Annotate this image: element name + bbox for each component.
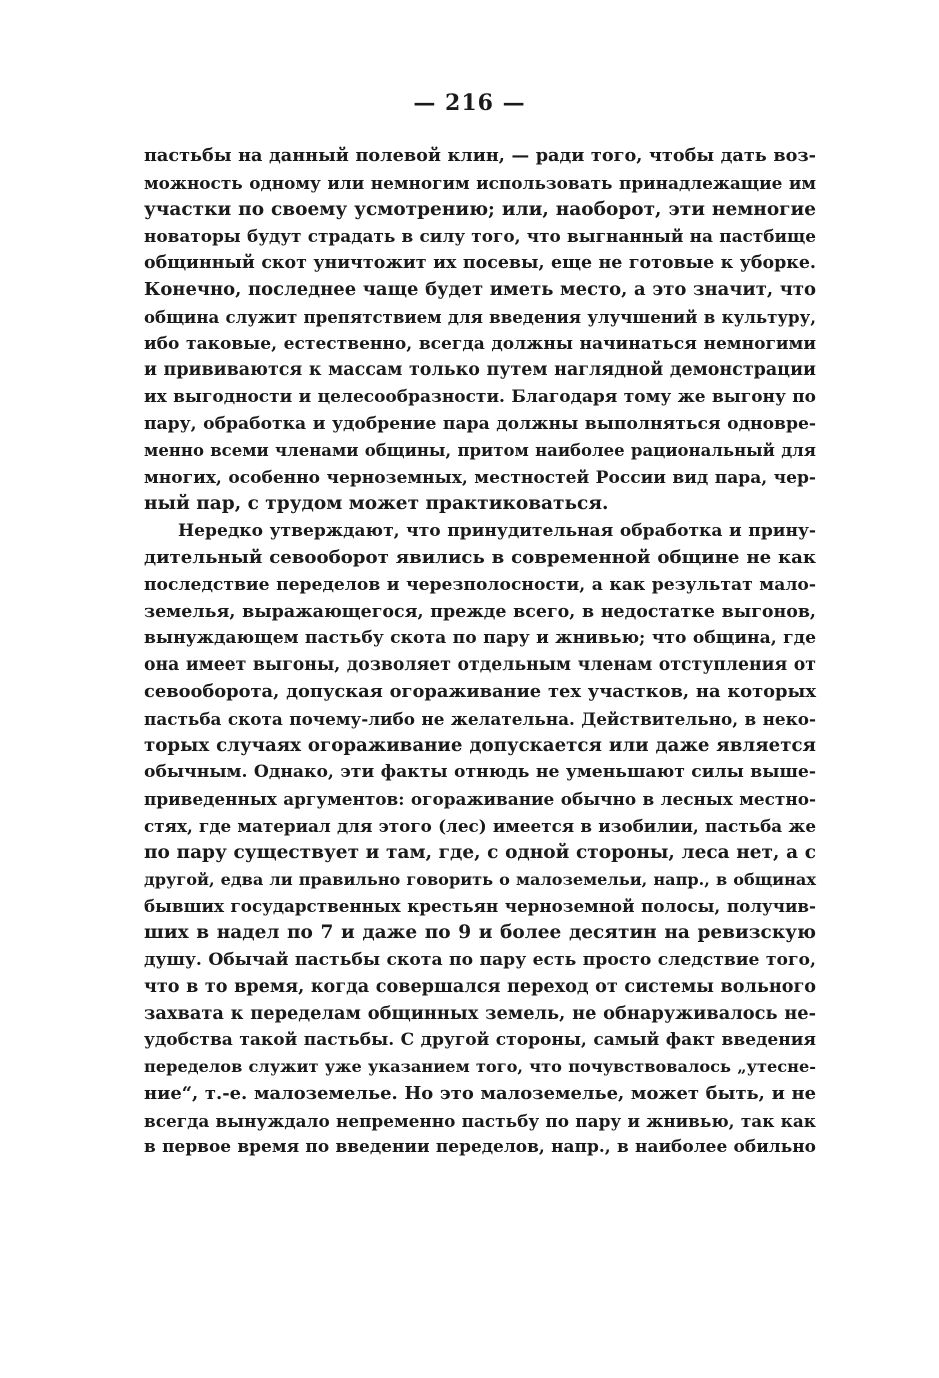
text-line: новаторы будут страдать в силу того, что выгнанный на пастбище [144, 226, 816, 247]
text-line: ние“, т.-е. малоземелье. Но это малоземелье, может быть, и не [144, 1082, 816, 1104]
text-line: что в то время, когда совершался переход от системы вольного [144, 975, 816, 997]
page-number: — 216 — [413, 90, 526, 116]
text-line: душу. Обычай пастьбы скота по пару есть просто следствие того, [144, 949, 816, 970]
text-line: захвата к переделам общинных земель, не обнаруживалось не- [144, 1002, 816, 1024]
body-text [144, 143, 816, 1161]
text-line: бывших государственных крестьян черноземной полосы, получив- [144, 896, 816, 917]
text-line: другой, едва ли правильно говорить о малоземельи, напр., в общинах [144, 869, 816, 889]
text-line: можность одному или немногим использовать принадлежащие им [144, 172, 816, 193]
text-line: торых случаях огораживание допускается или даже является [144, 734, 816, 756]
text-line: последствие переделов и черезполосности, а как результат мало- [144, 574, 816, 595]
text-line: земелья, выражающегося, прежде всего, в недостатке выгонов, [144, 601, 816, 622]
text-line: вынуждающем пастьбу скота по пару и жнивью; что община, где [144, 628, 816, 649]
text-line: общинный скот уничтожит их посевы, еще не готовые к уборке. [144, 253, 816, 274]
text-line: удобства такой пастьбы. С другой стороны, самый факт введения [144, 1030, 816, 1051]
text-line: по пару существует и там, где, с одной стороны, леса нет, а с [144, 841, 816, 863]
text-line: ибо таковые, естественно, всегда должны начинаться немногими [144, 333, 816, 354]
text-line: севооборота, допуская огораживание тех участков, на которых [144, 680, 816, 702]
text-line: их выгодности и целесообразности. Благодаря тому же выгону по [144, 387, 816, 408]
text-line: в первое время по введении переделов, напр., в наиболее обильно [144, 1137, 816, 1158]
text-line: стях, где материал для этого (лес) имеется в изобилии, пастьба же [144, 815, 816, 836]
text-line: дительный севооборот явились в современной общине не как [144, 546, 816, 568]
text-line: пастьба скота почему-либо не желательна. Действительно, в неко- [144, 708, 816, 729]
text-line: община служит препятствием для введения улучшений в культуру, [144, 306, 816, 327]
text-line: пастьбы на данный полевой клин, — ради того, чтобы дать воз- [144, 145, 816, 166]
text-line: обычным. Однако, эти факты отнюдь не уменьшают силы выше- [144, 762, 816, 783]
text-line: Конечно, последнее чаще будет иметь место, а это значит, что [144, 278, 816, 300]
text-line: ших в надел по 7 и даже по 9 и более десятин на ревизскую [144, 922, 816, 944]
paragraph-start-line: Нередко утверждают, что принудительная обработка и прину- [178, 521, 816, 542]
text-line: пару, обработка и удобрение пара должны выполняться одновре- [144, 413, 816, 434]
text-line: переделов служит уже указанием того, что почувствовалось „утесне- [144, 1057, 816, 1077]
text-line: приведенных аргументов: огораживание обычно в лесных местно- [144, 789, 816, 810]
text-line: участки по своему усмотрению; или, наоборот, эти немногие [144, 198, 816, 220]
text-line: менно всеми членами общины, притом наиболее рациональный для [144, 440, 816, 460]
text-line: и прививаются к массам только путем наглядной демонстрации [144, 360, 816, 381]
text-line: она имеет выгоны, дозволяет отдельным членам отступления от [144, 655, 816, 676]
text-line: многих, особенно черноземных, местностей России вид пара, чер- [144, 467, 816, 488]
paragraph-end-line: ный пар, с трудом может практиковаться. [144, 493, 609, 515]
text-line: всегда вынуждало непременно пастьбу по пару и жнивью, так как [144, 1110, 816, 1131]
